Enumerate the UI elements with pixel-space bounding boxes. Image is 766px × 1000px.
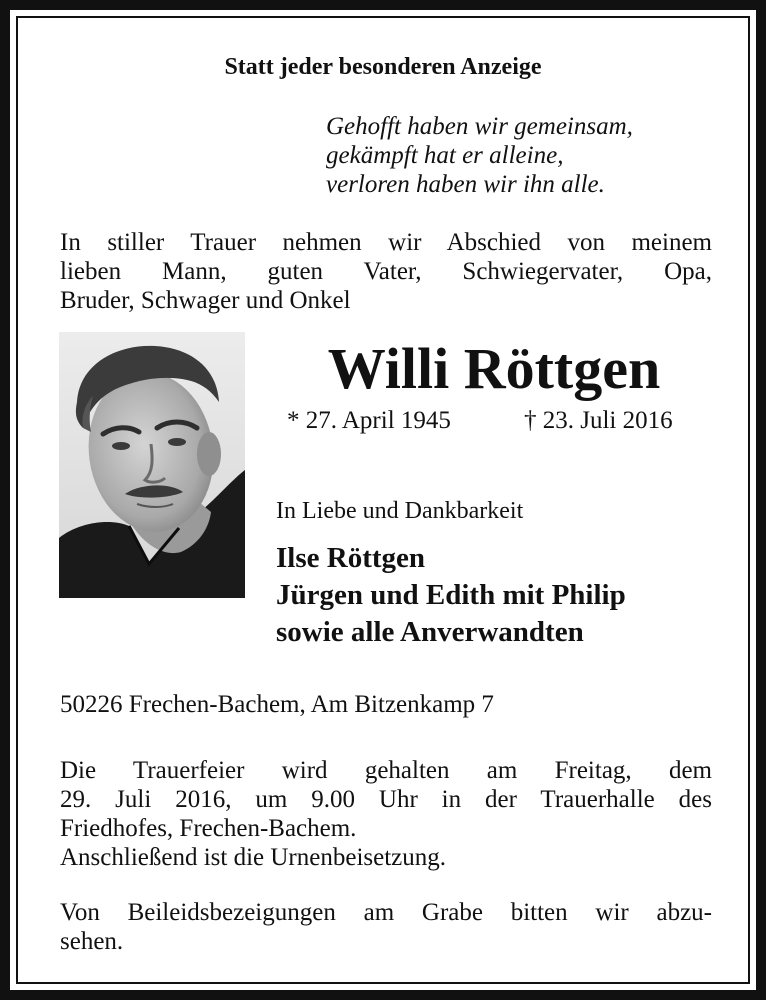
notice-heading: Statt jeder besonderen Anzeige [224,54,542,80]
motto-line: verloren haben wir ihn alle. [326,171,605,198]
funeral-line: Friedhofes, Frechen-Bachem. [60,815,357,842]
mourners-list [276,540,626,651]
condolence-line: Von Beileidsbezeigungen am Grabe bitten wir abzu- [60,899,712,926]
family-address: 50226 Frechen-Bachem, Am Bitzenkamp 7 [60,691,494,718]
death-date: † 23. Juli 2016 [524,407,673,434]
mourner-name: Jürgen und Edith mit Philip [276,579,626,611]
intro-line: Bruder, Schwager und Onkel [60,287,351,314]
dedication-line: In Liebe und Dankbarkeit [276,498,524,524]
mourner-name: sowie alle Anverwandten [276,616,584,648]
intro-line: lieben Mann, guten Vater, Schwiegervater, Opa, [60,258,712,285]
funeral-details [60,756,712,872]
funeral-line: Anschließend ist die Urnenbeisetzung. [60,844,447,871]
birth-date: * 27. April 1945 [287,407,451,434]
funeral-line: 29. Juli 2016, um 9.00 Uhr in der Trauerhalle des [60,786,712,813]
funeral-line: Die Trauerfeier wird gehalten am Freitag, dem [60,757,712,784]
motto-verse [326,112,726,199]
intro-paragraph [60,228,712,315]
condolence-request [60,898,712,956]
deceased-name: Willi Röttgen [327,336,661,401]
motto-line: gekämpft hat er alleine, [326,142,564,169]
intro-line: In stiller Trauer nehmen wir Abschied von meinem [60,229,712,256]
motto-line: Gehofft haben wir gemeinsam, [326,113,633,140]
portrait-photo [59,332,245,598]
condolence-line: sehen. [60,928,124,955]
mourner-name: Ilse Röttgen [276,542,426,574]
